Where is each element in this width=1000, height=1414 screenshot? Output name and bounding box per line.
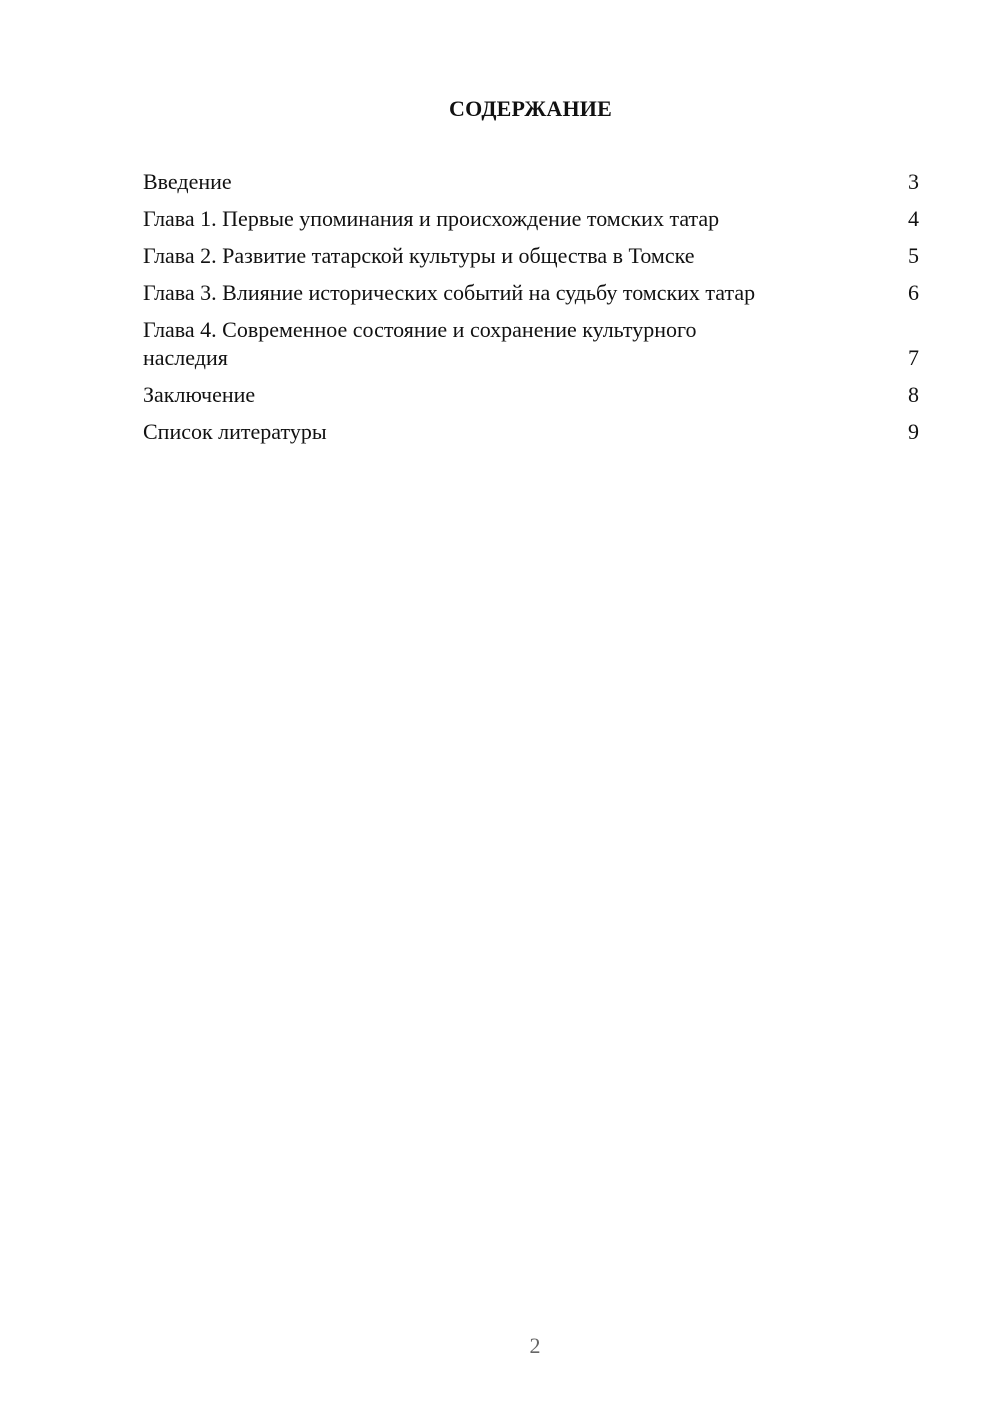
toc-entry-chapter-1 — [143, 205, 919, 233]
toc-entry-page: 3 — [908, 169, 919, 194]
toc-heading: СОДЕРЖАНИЕ — [449, 96, 612, 121]
toc-entry-references — [143, 418, 919, 446]
toc-entry-page: 6 — [908, 280, 919, 305]
table-of-contents — [143, 168, 919, 455]
page-number: 2 — [529, 1333, 541, 1358]
toc-entry-title: Глава 3. Влияние исторических событий на судьбу томских татар — [143, 280, 756, 305]
toc-entry-chapter-3 — [143, 279, 919, 307]
toc-entry-chapter-4 — [143, 316, 919, 372]
toc-entry-conclusion — [143, 381, 919, 409]
toc-entry-chapter-2 — [143, 242, 919, 270]
toc-entry-title: Глава 2. Развитие татарской культуры и общества в Томске — [143, 243, 695, 268]
toc-entry-title: Заключение — [143, 382, 256, 407]
toc-entry-page: 5 — [908, 243, 919, 268]
toc-entry-page: 8 — [908, 382, 919, 407]
toc-entry-page: 7 — [908, 345, 919, 370]
toc-entry-page: 9 — [908, 419, 919, 444]
toc-entry-title: Список литературы — [143, 419, 327, 444]
toc-entry-title: Введение — [143, 169, 232, 194]
toc-entry-title: Глава 4. Современное состояние и сохранение культурного наследия — [143, 317, 697, 370]
toc-entry-page: 4 — [908, 206, 919, 231]
toc-entry-introduction — [143, 168, 919, 196]
toc-entry-title: Глава 1. Первые упоминания и происхождение томских татар — [143, 206, 720, 231]
